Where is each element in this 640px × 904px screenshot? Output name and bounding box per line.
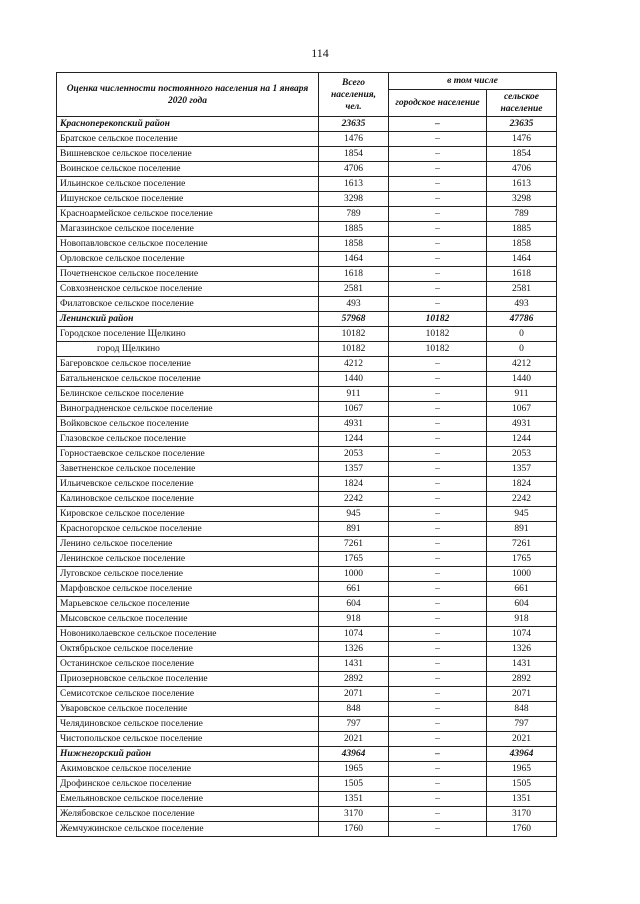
row-total-cell: 848 <box>319 702 389 717</box>
row-urban-cell: – <box>389 147 487 162</box>
row-rural-cell: 848 <box>487 702 557 717</box>
row-urban-cell: – <box>389 492 487 507</box>
row-total-cell: 1351 <box>319 792 389 807</box>
table-row <box>57 777 557 792</box>
table-row <box>57 717 557 732</box>
row-name-cell: Вишневское сельское поселение <box>57 147 319 162</box>
row-urban-cell: – <box>389 282 487 297</box>
row-total-cell: 789 <box>319 207 389 222</box>
row-rural-cell: 604 <box>487 597 557 612</box>
table-row <box>57 147 557 162</box>
header-urban: городское население <box>389 90 487 117</box>
population-table <box>56 72 557 837</box>
row-name-cell: Калиновское сельское поселение <box>57 492 319 507</box>
row-rural-cell: 1505 <box>487 777 557 792</box>
table-row <box>57 822 557 837</box>
row-urban-cell: – <box>389 387 487 402</box>
page-number: 114 <box>311 46 329 60</box>
row-rural-cell: 4212 <box>487 357 557 372</box>
row-total-cell: 604 <box>319 597 389 612</box>
row-name-cell: Кировское сельское поселение <box>57 507 319 522</box>
row-rural-cell: 661 <box>487 582 557 597</box>
table-row <box>57 627 557 642</box>
row-total-cell: 1464 <box>319 252 389 267</box>
row-total-cell: 57968 <box>319 312 389 327</box>
row-urban-cell: – <box>389 702 487 717</box>
table-row <box>57 672 557 687</box>
table-row <box>57 387 557 402</box>
row-urban-cell: – <box>389 552 487 567</box>
row-name-cell: Ильичевское сельское поселение <box>57 477 319 492</box>
row-name-cell: Акимовское сельское поселение <box>57 762 319 777</box>
row-total-cell: 3298 <box>319 192 389 207</box>
row-name-cell: Семисотское сельское поселение <box>57 687 319 702</box>
row-total-cell: 1854 <box>319 147 389 162</box>
row-name-cell: Ленино сельское поселение <box>57 537 319 552</box>
row-total-cell: 1000 <box>319 567 389 582</box>
row-urban-cell: – <box>389 222 487 237</box>
row-rural-cell: 43964 <box>487 747 557 762</box>
table-row <box>57 552 557 567</box>
row-rural-cell: 2242 <box>487 492 557 507</box>
table-row <box>57 462 557 477</box>
district-row <box>57 747 557 762</box>
row-total-cell: 911 <box>319 387 389 402</box>
row-name-cell: Глазовское сельское поселение <box>57 432 319 447</box>
row-name-cell: Октябрьское сельское поселение <box>57 642 319 657</box>
row-urban-cell: – <box>389 582 487 597</box>
row-urban-cell: – <box>389 627 487 642</box>
row-urban-cell: – <box>389 162 487 177</box>
header-rural: сельское население <box>487 90 557 117</box>
row-urban-cell: – <box>389 507 487 522</box>
row-urban-cell: – <box>389 657 487 672</box>
row-name-cell: Ильинское сельское поселение <box>57 177 319 192</box>
row-urban-cell: – <box>389 297 487 312</box>
row-urban-cell: – <box>389 237 487 252</box>
row-rural-cell: 1858 <box>487 237 557 252</box>
row-total-cell: 23635 <box>319 117 389 132</box>
row-rural-cell: 1618 <box>487 267 557 282</box>
district-row <box>57 312 557 327</box>
row-total-cell: 1965 <box>319 762 389 777</box>
row-total-cell: 7261 <box>319 537 389 552</box>
table-row <box>57 477 557 492</box>
row-urban-cell: – <box>389 267 487 282</box>
row-name-cell: Совхозненское сельское поселение <box>57 282 319 297</box>
row-urban-cell: 10182 <box>389 312 487 327</box>
table-row <box>57 252 557 267</box>
row-urban-cell: – <box>389 747 487 762</box>
row-rural-cell: 1476 <box>487 132 557 147</box>
table-row <box>57 762 557 777</box>
row-rural-cell: 493 <box>487 297 557 312</box>
table-header <box>57 73 557 117</box>
row-name-cell: Ленинский район <box>57 312 319 327</box>
row-name-cell: Ленинское сельское поселение <box>57 552 319 567</box>
row-total-cell: 661 <box>319 582 389 597</box>
table-row <box>57 612 557 627</box>
table-row <box>57 132 557 147</box>
table-row <box>57 357 557 372</box>
row-total-cell: 1858 <box>319 237 389 252</box>
row-rural-cell: 891 <box>487 522 557 537</box>
row-total-cell: 3170 <box>319 807 389 822</box>
row-rural-cell: 0 <box>487 327 557 342</box>
table-row <box>57 522 557 537</box>
row-name-cell: Останинское сельское поселение <box>57 657 319 672</box>
table-row <box>57 792 557 807</box>
row-rural-cell: 911 <box>487 387 557 402</box>
row-rural-cell: 0 <box>487 342 557 357</box>
table-row <box>57 177 557 192</box>
row-total-cell: 493 <box>319 297 389 312</box>
table-row <box>57 402 557 417</box>
table-row <box>57 732 557 747</box>
row-urban-cell: 10182 <box>389 342 487 357</box>
row-rural-cell: 4931 <box>487 417 557 432</box>
row-urban-cell: – <box>389 687 487 702</box>
row-rural-cell: 1000 <box>487 567 557 582</box>
table-row <box>57 537 557 552</box>
row-rural-cell: 1613 <box>487 177 557 192</box>
row-total-cell: 1244 <box>319 432 389 447</box>
row-urban-cell: – <box>389 117 487 132</box>
row-total-cell: 1067 <box>319 402 389 417</box>
row-name-cell: Воинское сельское поселение <box>57 162 319 177</box>
row-urban-cell: – <box>389 132 487 147</box>
table-row <box>57 447 557 462</box>
row-total-cell: 1613 <box>319 177 389 192</box>
row-name-cell: Багеровское сельское поселение <box>57 357 319 372</box>
row-name-cell: Мысовское сельское поселение <box>57 612 319 627</box>
row-urban-cell: – <box>389 537 487 552</box>
row-name-cell: Братское сельское поселение <box>57 132 319 147</box>
row-urban-cell: – <box>389 807 487 822</box>
row-total-cell: 1824 <box>319 477 389 492</box>
row-urban-cell: – <box>389 477 487 492</box>
row-urban-cell: – <box>389 192 487 207</box>
row-urban-cell: – <box>389 432 487 447</box>
row-name-cell: Емельяновское сельское поселение <box>57 792 319 807</box>
row-name-cell: Почетненское сельское поселение <box>57 267 319 282</box>
table-row <box>57 282 557 297</box>
row-urban-cell: – <box>389 642 487 657</box>
row-rural-cell: 2021 <box>487 732 557 747</box>
row-total-cell: 1074 <box>319 627 389 642</box>
row-name-cell: Новопавловское сельское поселение <box>57 237 319 252</box>
row-total-cell: 4706 <box>319 162 389 177</box>
row-total-cell: 1440 <box>319 372 389 387</box>
row-total-cell: 1765 <box>319 552 389 567</box>
table-row <box>57 327 557 342</box>
row-rural-cell: 1067 <box>487 402 557 417</box>
row-rural-cell: 1824 <box>487 477 557 492</box>
row-total-cell: 2892 <box>319 672 389 687</box>
row-name-cell: Магазинское сельское поселение <box>57 222 319 237</box>
row-total-cell: 1505 <box>319 777 389 792</box>
row-total-cell: 2581 <box>319 282 389 297</box>
row-rural-cell: 1885 <box>487 222 557 237</box>
table-row <box>57 567 557 582</box>
row-rural-cell: 3298 <box>487 192 557 207</box>
table-row <box>57 807 557 822</box>
row-rural-cell: 1965 <box>487 762 557 777</box>
table-row <box>57 432 557 447</box>
table-row <box>57 297 557 312</box>
row-total-cell: 43964 <box>319 747 389 762</box>
table-row <box>57 207 557 222</box>
table-row <box>57 417 557 432</box>
row-name-cell: Орловское сельское поселение <box>57 252 319 267</box>
row-name-cell: Виноградненское сельское поселение <box>57 402 319 417</box>
row-urban-cell: – <box>389 402 487 417</box>
row-total-cell: 2021 <box>319 732 389 747</box>
row-total-cell: 2053 <box>319 447 389 462</box>
row-total-cell: 4212 <box>319 357 389 372</box>
row-name-cell: Чистопольское сельское поселение <box>57 732 319 747</box>
row-rural-cell: 2071 <box>487 687 557 702</box>
row-urban-cell: 10182 <box>389 327 487 342</box>
row-rural-cell: 7261 <box>487 537 557 552</box>
row-rural-cell: 23635 <box>487 117 557 132</box>
row-rural-cell: 47786 <box>487 312 557 327</box>
row-urban-cell: – <box>389 717 487 732</box>
row-urban-cell: – <box>389 207 487 222</box>
table-row <box>57 237 557 252</box>
row-name-cell: Городское поселение Щелкино <box>57 327 319 342</box>
row-rural-cell: 1351 <box>487 792 557 807</box>
row-urban-cell: – <box>389 252 487 267</box>
header-including: в том числе <box>389 73 557 90</box>
header-row-1 <box>57 73 557 90</box>
row-total-cell: 1885 <box>319 222 389 237</box>
header-total: Всего населения, чел. <box>319 73 389 117</box>
row-urban-cell: – <box>389 567 487 582</box>
row-rural-cell: 1244 <box>487 432 557 447</box>
row-total-cell: 4931 <box>319 417 389 432</box>
row-name-cell: Войковское сельское поселение <box>57 417 319 432</box>
table-row <box>57 702 557 717</box>
row-rural-cell: 2581 <box>487 282 557 297</box>
row-total-cell: 1618 <box>319 267 389 282</box>
row-total-cell: 891 <box>319 522 389 537</box>
row-rural-cell: 1074 <box>487 627 557 642</box>
row-name-cell: Заветненское сельское поселение <box>57 462 319 477</box>
district-row <box>57 117 557 132</box>
row-rural-cell: 1854 <box>487 147 557 162</box>
row-name-cell: Марфовское сельское поселение <box>57 582 319 597</box>
row-total-cell: 945 <box>319 507 389 522</box>
table-row <box>57 192 557 207</box>
table-body <box>57 117 557 837</box>
row-total-cell: 797 <box>319 717 389 732</box>
table-row <box>57 642 557 657</box>
row-name-cell: Белинское сельское поселение <box>57 387 319 402</box>
table-row <box>57 657 557 672</box>
row-urban-cell: – <box>389 462 487 477</box>
row-name-cell: Красноперекопский район <box>57 117 319 132</box>
row-total-cell: 1357 <box>319 462 389 477</box>
row-rural-cell: 1464 <box>487 252 557 267</box>
row-rural-cell: 918 <box>487 612 557 627</box>
row-rural-cell: 1760 <box>487 822 557 837</box>
row-rural-cell: 945 <box>487 507 557 522</box>
row-name-cell: Марьевское сельское поселение <box>57 597 319 612</box>
row-name-cell: Красногорское сельское поселение <box>57 522 319 537</box>
row-urban-cell: – <box>389 522 487 537</box>
table-row <box>57 687 557 702</box>
row-rural-cell: 2892 <box>487 672 557 687</box>
header-estimate: Оценка численности постоянного населения на 1 января 2020 года <box>57 73 319 117</box>
row-rural-cell: 1765 <box>487 552 557 567</box>
row-urban-cell: – <box>389 732 487 747</box>
row-name-cell: Нижнегорский район <box>57 747 319 762</box>
row-total-cell: 1431 <box>319 657 389 672</box>
row-name-cell: Желябовское сельское поселение <box>57 807 319 822</box>
row-name-cell: Батальненское сельское поселение <box>57 372 319 387</box>
row-rural-cell: 789 <box>487 207 557 222</box>
row-rural-cell: 1357 <box>487 462 557 477</box>
row-urban-cell: – <box>389 612 487 627</box>
row-urban-cell: – <box>389 672 487 687</box>
table-row <box>57 507 557 522</box>
table-row <box>57 372 557 387</box>
row-rural-cell: 3170 <box>487 807 557 822</box>
row-urban-cell: – <box>389 822 487 837</box>
row-rural-cell: 1431 <box>487 657 557 672</box>
row-rural-cell: 4706 <box>487 162 557 177</box>
table-row <box>57 222 557 237</box>
row-name-cell: Филатовское сельское поселение <box>57 297 319 312</box>
row-total-cell: 2242 <box>319 492 389 507</box>
row-name-cell: Жемчужинское сельское поселение <box>57 822 319 837</box>
row-name-cell: Дрофинское сельское поселение <box>57 777 319 792</box>
row-rural-cell: 797 <box>487 717 557 732</box>
table-row <box>57 162 557 177</box>
row-rural-cell: 2053 <box>487 447 557 462</box>
row-urban-cell: – <box>389 792 487 807</box>
row-name-cell: Приозерновское сельское поселение <box>57 672 319 687</box>
row-urban-cell: – <box>389 357 487 372</box>
row-total-cell: 10182 <box>319 327 389 342</box>
row-urban-cell: – <box>389 177 487 192</box>
row-rural-cell: 1440 <box>487 372 557 387</box>
table-row <box>57 267 557 282</box>
table-row <box>57 342 557 357</box>
row-urban-cell: – <box>389 762 487 777</box>
row-name-cell: Луговское сельское поселение <box>57 567 319 582</box>
row-urban-cell: – <box>389 447 487 462</box>
row-urban-cell: – <box>389 777 487 792</box>
row-rural-cell: 1326 <box>487 642 557 657</box>
row-urban-cell: – <box>389 417 487 432</box>
row-name-cell: Горностаевское сельское поселение <box>57 447 319 462</box>
table-row <box>57 582 557 597</box>
table-row <box>57 597 557 612</box>
row-urban-cell: – <box>389 597 487 612</box>
row-total-cell: 918 <box>319 612 389 627</box>
row-total-cell: 1326 <box>319 642 389 657</box>
row-name-cell: Красноармейское сельское поселение <box>57 207 319 222</box>
row-name-cell: Уваровское сельское поселение <box>57 702 319 717</box>
table-row <box>57 492 557 507</box>
row-total-cell: 2071 <box>319 687 389 702</box>
row-name-cell: Ишунское сельское поселение <box>57 192 319 207</box>
row-total-cell: 1760 <box>319 822 389 837</box>
row-total-cell: 1476 <box>319 132 389 147</box>
row-urban-cell: – <box>389 372 487 387</box>
row-name-cell: город Щелкино <box>57 342 319 357</box>
row-name-cell: Новониколаевское сельское поселение <box>57 627 319 642</box>
row-name-cell: Челядиновское сельское поселение <box>57 717 319 732</box>
row-total-cell: 10182 <box>319 342 389 357</box>
